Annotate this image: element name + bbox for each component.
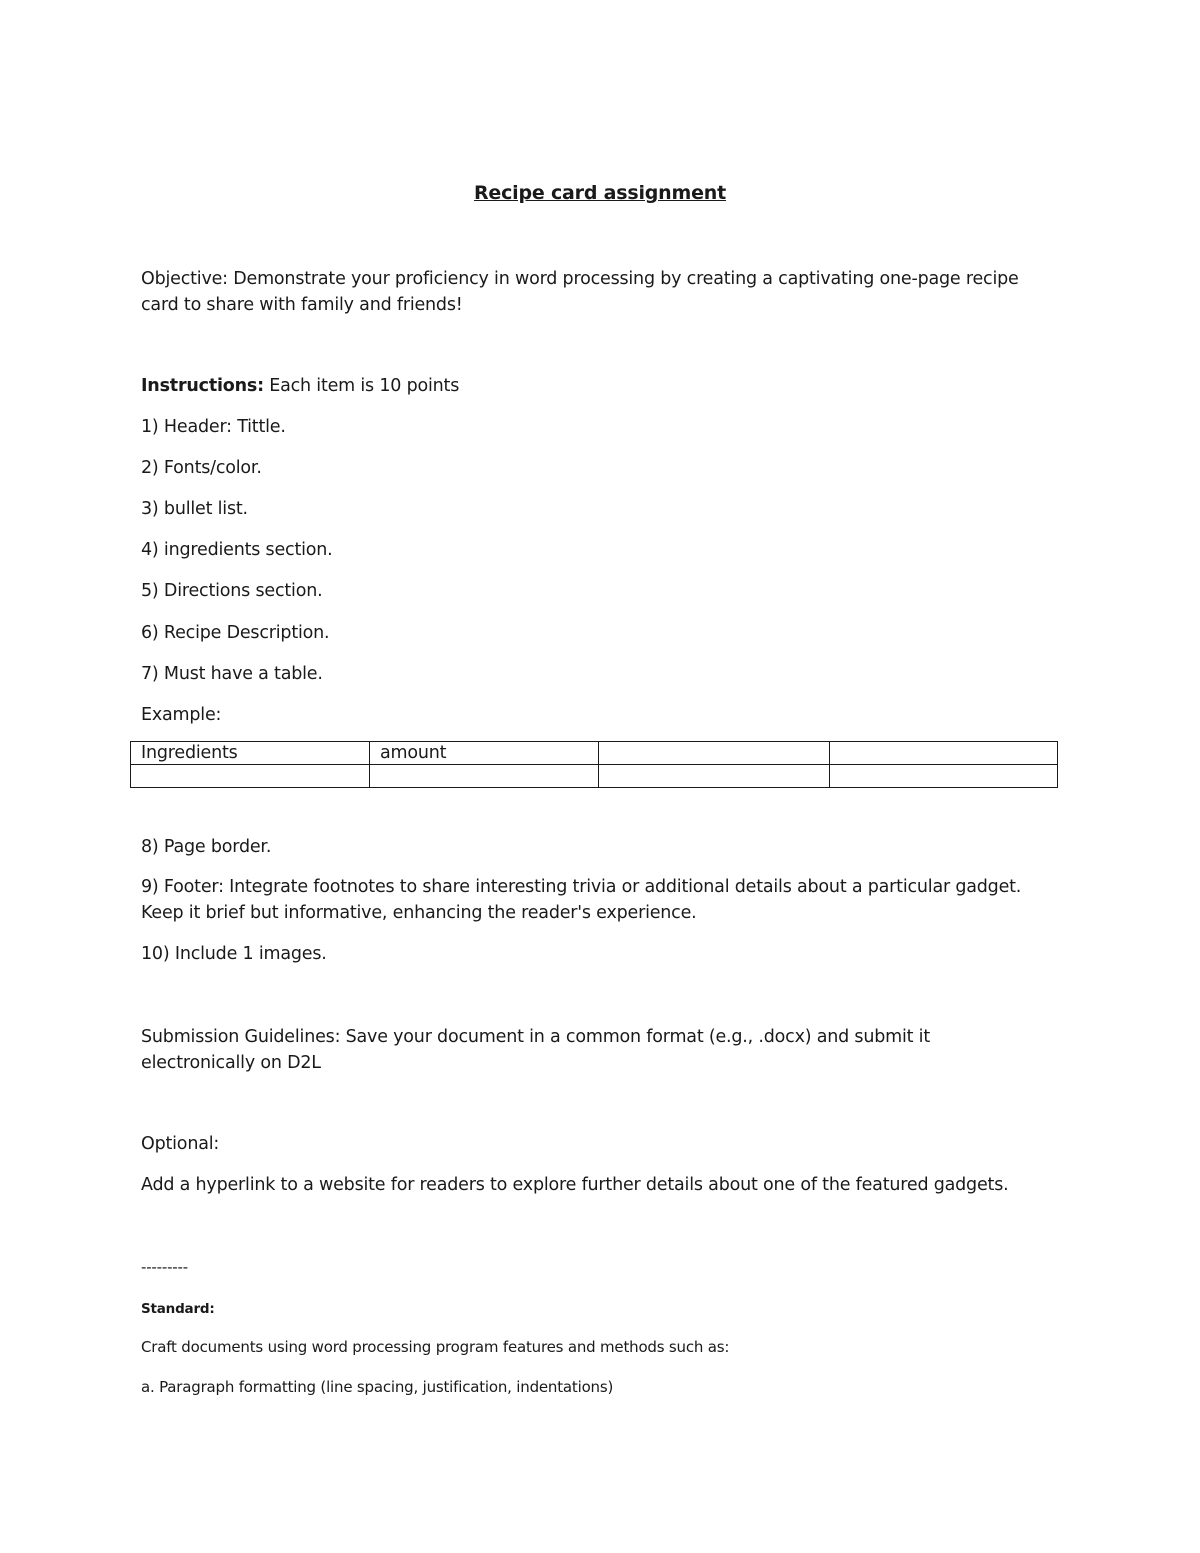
instructions-label: Instructions: <box>141 376 264 396</box>
instruction-item: 6) Recipe Description. <box>141 623 330 643</box>
instruction-item-continued: Keep it brief but informative, enhancing the reader's experience. <box>141 903 697 923</box>
instructions-heading <box>141 373 1061 399</box>
instruction-item: 10) Include 1 images. <box>141 944 327 964</box>
standard-item-a: a. Paragraph formatting (line spacing, justification, indentations) <box>141 1378 614 1396</box>
instruction-item: 4) ingredients section. <box>141 540 333 560</box>
table-row <box>131 742 1058 765</box>
instruction-item: 9) Footer: Integrate footnotes to share interesting trivia or additional details about a particular gadget. <box>141 877 1022 897</box>
divider-text: --------- <box>141 1258 188 1276</box>
table-row <box>131 765 1058 788</box>
page-title: Recipe card assignment <box>473 182 727 204</box>
optional-label: Optional: <box>141 1134 220 1154</box>
instruction-item: 8) Page border. <box>141 837 272 857</box>
example-label: Example: <box>141 705 222 725</box>
table-cell <box>599 765 830 788</box>
instruction-item: 5) Directions section. <box>141 581 323 601</box>
instructions-text: Each item is 10 points <box>263 376 460 396</box>
instruction-item: 7) Must have a table. <box>141 664 323 684</box>
table-cell <box>830 765 1058 788</box>
instruction-item: 1) Header: Tittle. <box>141 417 286 437</box>
submission-line-2: electronically on D2L <box>141 1053 321 1073</box>
objective-line-2: card to share with family and friends! <box>141 295 463 315</box>
table-cell: Ingredients <box>131 742 370 765</box>
table-cell: amount <box>370 742 599 765</box>
table-cell <box>370 765 599 788</box>
submission-line-1: Submission Guidelines: Save your document in a common format (e.g., .docx) and submit it <box>141 1027 931 1047</box>
table-cell <box>131 765 370 788</box>
instruction-item: 2) Fonts/color. <box>141 458 262 478</box>
table-cell <box>830 742 1058 765</box>
optional-text: Add a hyperlink to a website for readers to explore further details about one of the featured gadgets. <box>141 1175 1009 1195</box>
standard-text: Craft documents using word processing program features and methods such as: <box>141 1338 730 1356</box>
table-cell <box>599 742 830 765</box>
example-table <box>130 741 1058 788</box>
standard-label: Standard: <box>141 1301 215 1317</box>
instruction-item: 3) bullet list. <box>141 499 248 519</box>
objective-line-1: Objective: Demonstrate your proficiency in word processing by creating a captivating one-page recipe <box>141 269 1019 289</box>
